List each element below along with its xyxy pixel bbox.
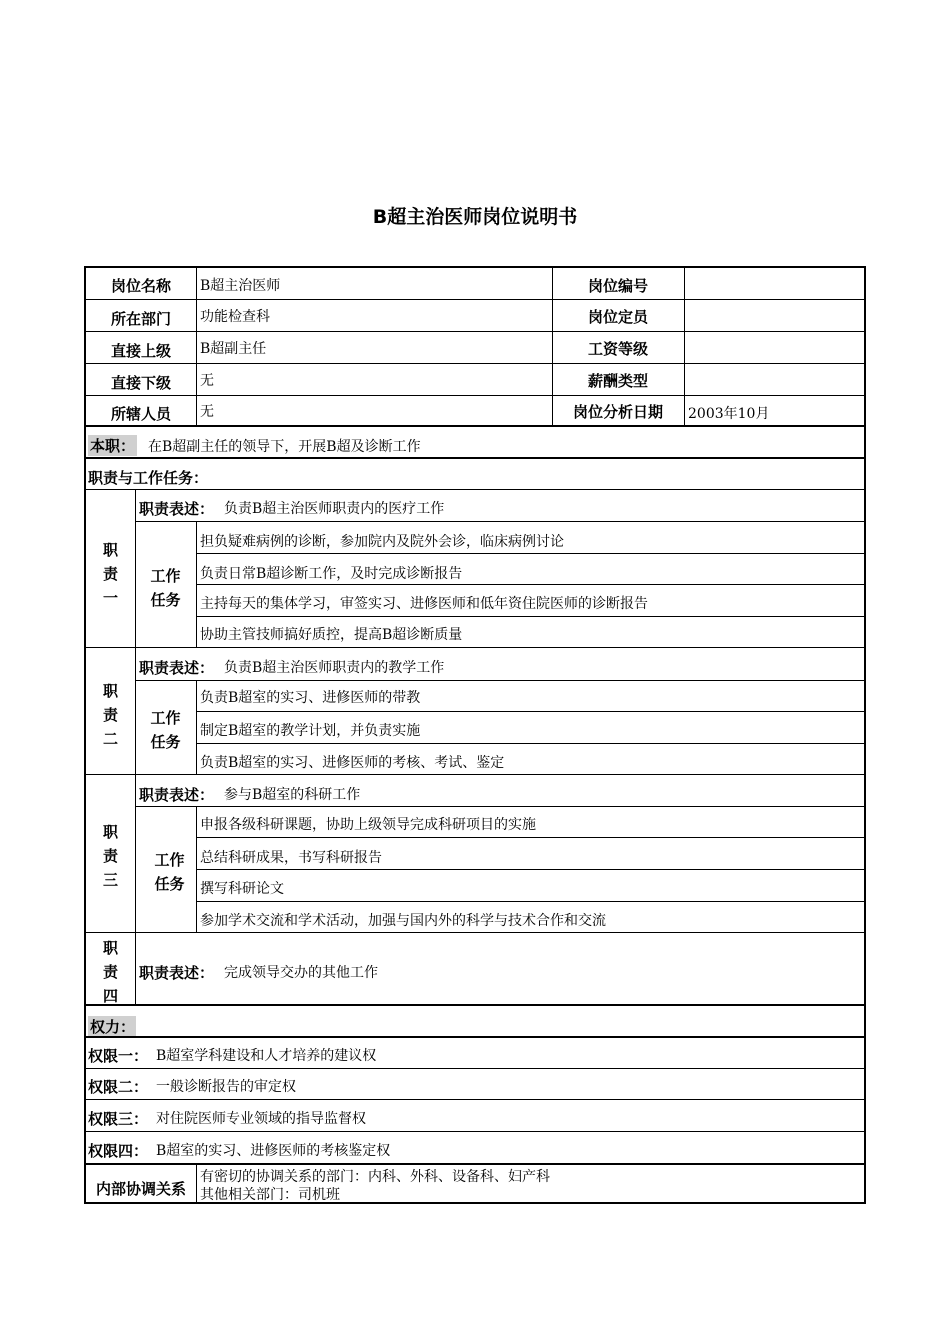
analysis-date-value: 2003年10月	[688, 406, 770, 422]
coordination-line-1: 有密切的协调关系的部门：内科、外科、设备科、妇产科	[200, 1169, 550, 1185]
section-1-task-4: 协助主管技师搞好质控，提高B超诊断质量	[200, 627, 463, 643]
section-2-statement: 负责B超主治医师职责内的教学工作	[224, 660, 445, 676]
managed-staff-value: 无	[200, 404, 214, 420]
section-2-task-label: 工作 任务	[150, 709, 181, 751]
section-1-statement: 负责B超主治医师职责内的医疗工作	[224, 501, 445, 517]
section-2-task-3: 负责B超室的实习、进修医师的考核、考试、鉴定	[200, 755, 505, 771]
superior-label: 直接上级	[110, 342, 171, 360]
section-4-statement: 完成领导交办的其他工作	[224, 965, 378, 981]
section-3-statement-label: 职责表述：	[139, 786, 215, 804]
section-3-task-4: 参加学术交流和学术活动，加强与国内外的科学与技术合作和交流	[200, 913, 606, 929]
section-4-statement-label: 职责表述：	[139, 964, 215, 982]
section-3-task-label: 工作 任务	[154, 851, 185, 893]
section-1-statement-label: 职责表述：	[139, 500, 215, 518]
position-name-label: 岗位名称	[110, 277, 171, 295]
section-3-task-3: 撰写科研论文	[200, 881, 284, 897]
power-4-text: B超室的实习、进修医师的考核鉴定权	[156, 1143, 391, 1159]
superior-value: B超副主任	[200, 341, 267, 357]
managed-staff-label: 所辖人员	[110, 405, 171, 423]
duty-label: 本职：	[90, 437, 136, 455]
power-2-label: 权限二：	[88, 1078, 149, 1096]
department-label: 所在部门	[110, 310, 171, 328]
section-2-task-2: 制定B超室的教学计划，并负责实施	[200, 723, 421, 739]
analysis-date-label: 岗位分析日期	[572, 403, 663, 421]
power-4-label: 权限四：	[88, 1142, 149, 1160]
section-2-task-1: 负责B超室的实习、进修医师的带教	[200, 690, 421, 706]
power-2-text: 一般诊断报告的审定权	[156, 1079, 296, 1095]
section-4-label: 职 责 四	[102, 939, 118, 1005]
department-value: 功能检查科	[200, 309, 270, 325]
subordinate-label: 直接下级	[110, 374, 171, 392]
section-1-task-1: 担负疑难病例的诊断，参加院内及院外会诊，临床病例讨论	[200, 534, 564, 550]
section-3-statement: 参与B超室的科研工作	[224, 787, 361, 803]
section-3-task-1: 申报各级科研课题，协助上级领导完成科研项目的实施	[200, 817, 536, 833]
power-1-label: 权限一：	[88, 1047, 149, 1065]
salary-grade-label: 工资等级	[587, 340, 648, 358]
coordination-label: 内部协调关系	[95, 1180, 186, 1198]
position-code-label: 岗位编号	[587, 277, 648, 295]
subordinate-value: 无	[200, 373, 214, 389]
section-3-task-2: 总结科研成果，书写科研报告	[200, 850, 382, 866]
section-1-task-2: 负责日常B超诊断工作，及时完成诊断报告	[200, 566, 463, 582]
powers-title: 权力：	[90, 1018, 136, 1036]
page-title: B超主治医师岗位说明书	[372, 206, 578, 228]
section-1-task-3: 主持每天的集体学习，审签实习、进修医师和低年资住院医师的诊断报告	[200, 596, 648, 612]
power-3-text: 对住院医师专业领域的指导监督权	[156, 1111, 366, 1127]
pay-type-label: 薪酬类型	[587, 372, 648, 390]
section-2-label: 职 责 二	[102, 682, 118, 748]
position-name-value: B超主治医师	[200, 278, 281, 294]
section-1-task-label: 工作 任务	[150, 567, 181, 609]
coordination-line-2: 其他相关部门：司机班	[200, 1187, 340, 1203]
responsibilities-title: 职责与工作任务：	[88, 469, 209, 487]
power-1-text: B超室学科建设和人才培养的建议权	[156, 1048, 377, 1064]
section-1-label: 职 责 一	[102, 541, 118, 607]
duty-text: 在B超副主任的领导下，开展B超及诊断工作	[148, 439, 421, 455]
job-description-table	[84, 266, 866, 1204]
section-3-label: 职 责 三	[102, 823, 118, 889]
quota-label: 岗位定员	[587, 308, 648, 326]
section-2-statement-label: 职责表述：	[139, 659, 215, 677]
power-3-label: 权限三：	[88, 1110, 149, 1128]
